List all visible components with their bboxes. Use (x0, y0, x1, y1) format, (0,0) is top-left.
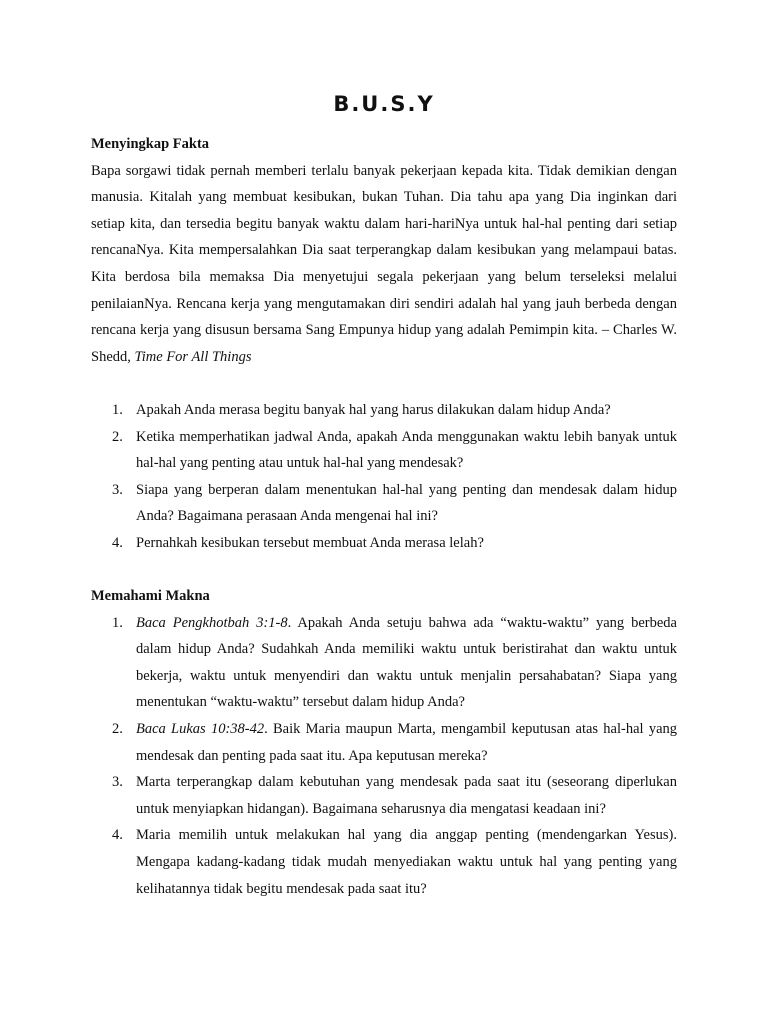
list-item-text: Pernahkah kesibukan tersebut membuat Anda merasa lelah? (136, 534, 484, 551)
list-item-text: Marta terperangkap dalam kebutuhan yang mendesak pada saat itu (seseorang diperlukan untuk menyiapkan hidangan). Bagaimana seharusnya dia mengatasi keadaan ini? (136, 774, 677, 817)
list-item-text: Apakah Anda merasa begitu banyak hal yang harus dilakukan dalam hidup Anda? (136, 401, 611, 418)
list-number: 2. (112, 428, 123, 445)
question-list-fakta (91, 397, 677, 557)
bible-reference: Baca Lukas 10:38-42 (136, 721, 265, 738)
list-item (91, 716, 677, 769)
list-item-text: Siapa yang berperan dalam menentukan hal-hal yang penting dan mendesak dalam hidup Anda? Bagaimana perasaan Anda mengenai hal ini? (136, 481, 677, 525)
list-item (91, 769, 677, 822)
list-number: 1. (112, 614, 123, 631)
section-heading-fakta: Menyingkap Fakta (91, 136, 210, 152)
list-number: 4. (112, 534, 123, 551)
spacer (91, 370, 677, 397)
list-item-text: . Apakah Anda setuju bahwa ada “waktu-waktu” yang berbeda dalam hidup Anda? Sudahkah Anda memiliki waktu untuk beristirahat dan waktu untuk bekerja, waktu untuk menyendiri dan waktu untuk menjalin persahabatan? Siapa yang menentukan “waktu-waktu” tersebut dalam hidup Anda? (136, 614, 677, 711)
list-number: 2. (112, 721, 123, 738)
section-heading-makna: Memahami Makna (91, 588, 210, 605)
list-item-text: Maria memilih untuk melakukan hal yang dia anggap penting (mendengarkan Yesus). Mengapa kadang-kadang tidak mudah menyediakan waktu untuk hal yang penting yang kelihatannya tidak begitu mendesak pada saat itu? (136, 827, 677, 897)
list-number: 4. (112, 827, 123, 844)
intro-paragraph-text: Bapa sorgawi tidak pernah memberi terlalu banyak pekerjaan kepada kita. Tidak demikian dengan manusia. Kitalah yang membuat kesibukan, bukan Tuhan. Dia tahu apa yang Dia inginkan dari setiap kita, dan tersedia begitu banyak waktu dalam hari-hariNya untuk hal-hal penting dari setiap rencanaNya. Kita mempersalahkan Dia saat terperangkap dalam kesibukan yang melampaui batas. Kita berdosa bila memaksa Dia menyetujui segala pekerjaan yang belum terseleksi melalui penilaianNya. Rencana kerja yang mengutamakan diri sendiri adalah hal yang jauh berbeda dengan rencana kerja yang disusun bersama Sang Empunya hidup yang adalah Pemimpin kita. – Charles W. Shedd, (91, 162, 677, 365)
list-number: 3. (112, 481, 123, 498)
list-number: 1. (112, 401, 123, 418)
list-item (91, 822, 677, 902)
list-item (91, 424, 677, 477)
list-item (91, 530, 677, 557)
spacer (91, 557, 677, 584)
list-item-text: Ketika memperhatikan jadwal Anda, apakah Anda menggunakan waktu lebih banyak untuk hal-hal yang penting atau untuk hal-hal yang mendesak? (136, 428, 677, 472)
list-number: 3. (112, 774, 123, 791)
list-item-text: . Baik Maria maupun Marta, mengambil keputusan atas hal-hal yang mendesak dan penting pada saat itu. Apa keputusan mereka? (136, 721, 678, 764)
document-title: B.U.S.Y (333, 92, 435, 116)
document-body (91, 131, 677, 902)
question-list-makna (91, 610, 677, 903)
intro-paragraph (91, 158, 677, 371)
list-item (91, 477, 677, 530)
source-book-title: Time For All Things (134, 348, 252, 365)
bible-reference: Baca Pengkhotbah 3:1-8 (136, 614, 288, 631)
list-item (91, 397, 677, 424)
list-item (91, 610, 677, 716)
